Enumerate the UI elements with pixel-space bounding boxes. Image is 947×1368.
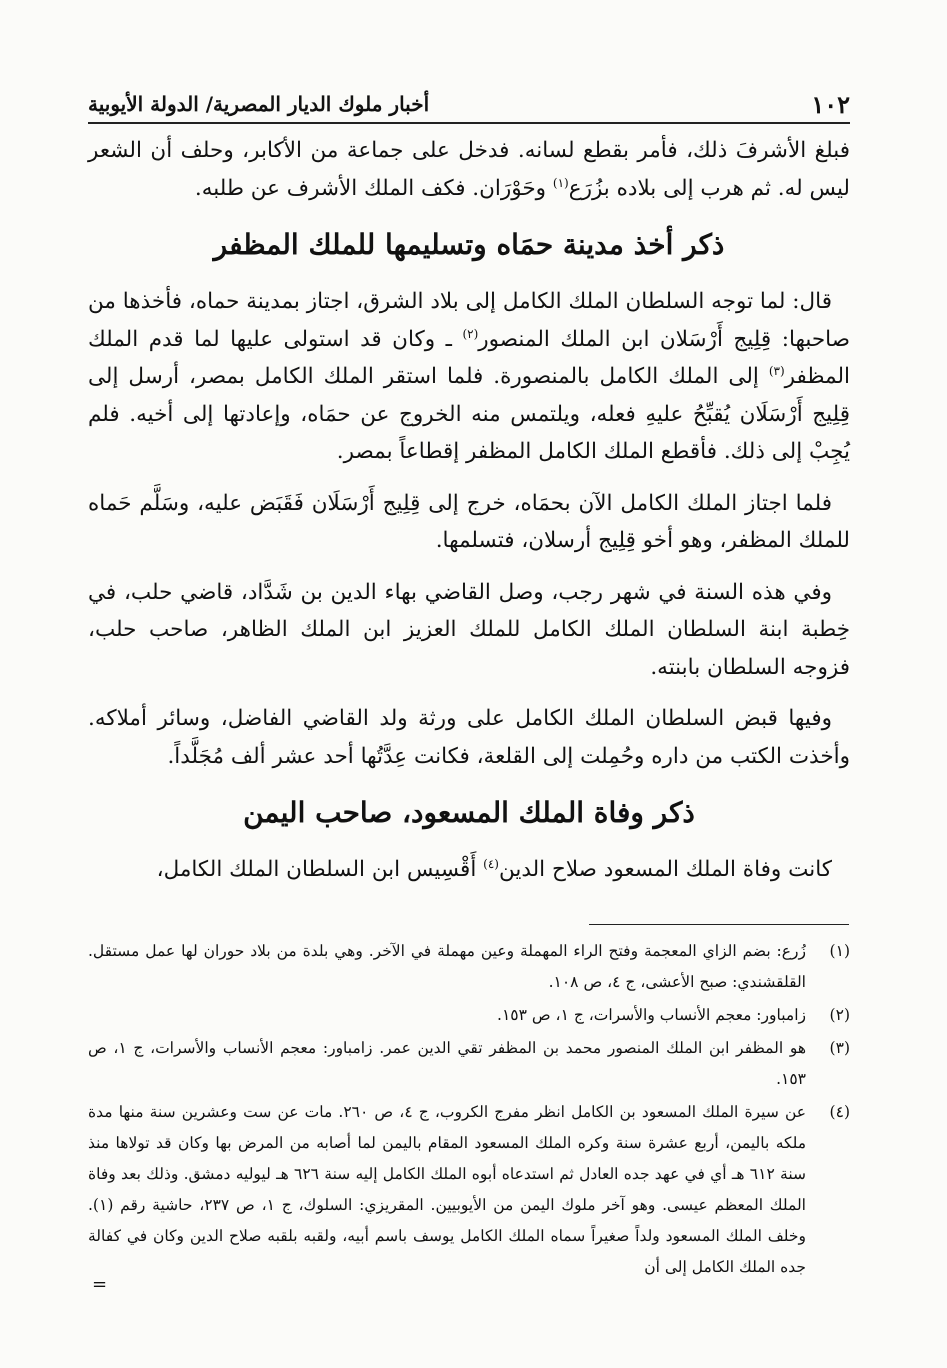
section-heading: ذكر أخذ مدينة حمَاه وتسليمها للملك المظفر [213, 228, 725, 261]
footnote-number: (١) [829, 942, 850, 960]
footnote-marker: (٣) [768, 363, 785, 378]
footnote-text: زُرع: بضم الزاي المعجمة وفتح الراء المهملة وعين مهملة في الآخر. وهي بلدة من بلاد حوران لها عمل مستقل. القلقشندي: صبح الأعشى، ج ٤، ص ١٠٨. [88, 942, 806, 991]
footnote [88, 936, 850, 998]
footnote-text: عن سيرة الملك المسعود بن الكامل انظر مفرج الكروب، ج ٤، ص ٢٦٠. مات عن ست وعشرين سنة منها مدة ملكه باليمن، أربع عشرة سنة وكره الملك المسعود المقام باليمن لما أصابه من المرض بها وكان قد تولاها منذ سنة ٦١٢ هـ أي في عهد جده العادل ثم استدعاه أبوه الملك الكامل إليه سنة ٦٢٦ هـ ليوليه دمشق. وذلك بعد وفاة الملك المعظم عيسى. وهو آخر ملوك اليمن من الأيوبيين. المقريزي: السلوك، ج ١، ص ٢٣٧، حاشية رقم (١). وخلف الملك المسعود ولداً صغيراً سماه الملك الكامل يوسف باسم أبيه، ولقبه بلقبه صلاح الدين وكان في كفالة جده الملك الكامل إلى أن [88, 1103, 807, 1276]
footnote-marker: (٤) [483, 856, 499, 871]
footnote-number: (٢) [829, 1006, 850, 1024]
footnote [88, 1000, 850, 1031]
paragraph: فلما اجتاز الملك الكامل الآن بحمَاه، خرج إلى قِلِيج أَرْسَلَان فَقَبَض عليه، وسَلَّم حَماه للملك المظفر، وهو أخو قِلِيج أرسلان، فتسلمها. [88, 490, 850, 553]
footnote-marker: (٢) [462, 326, 479, 341]
footnote [88, 1033, 850, 1095]
footnote-separator [589, 924, 849, 925]
paragraph: وفي هذه السنة في شهر رجب، وصل القاضي بهاء الدين بن شَدَّاد، قاضي حلب، في خِطبة ابنة السلطان الملك الكامل للملك العزيز ابن الملك الظاهر، صاحب حلب، فزوجه السلطان بابنته. [88, 579, 850, 680]
text-run: ـ وكان قد استولى عليها لما قدم الملك المظفر [88, 326, 850, 389]
running-title: أخبار ملوك الديار المصرية/ الدولة الأيوبية [88, 92, 430, 116]
text-run: قال: لما توجه السلطان الملك الكامل إلى بلاد الشرق، اجتاز بمدينة حماه، فأخذها من صاحبها: قِلِيج أَرْسَلان ابن الملك المنصور [88, 289, 850, 352]
section-heading: ذكر وفاة الملك المسعود، صاحب اليمن [243, 796, 695, 829]
continuation-mark: = [92, 1274, 108, 1295]
text-run: أَقْسِيس ابن السلطان الملك الكامل، [156, 857, 484, 882]
text-run: وحَوْرَان. فكف الملك الأشرف عن طلبه. [194, 175, 553, 201]
footnote-marker: (١) [552, 175, 569, 190]
footnote-number: (٣) [829, 1039, 850, 1057]
page-number: ١٠٢ [811, 90, 850, 119]
paragraph [88, 132, 850, 207]
main-text [88, 132, 850, 903]
paragraph [88, 851, 850, 889]
footnotes [88, 936, 850, 1285]
text-run: كانت وفاة الملك المسعود صلاح الدين [498, 857, 832, 882]
text-run: فبلغ الأشرفَ ذلك، فأمر بقطع لسانه. فدخل على جماعة من الأكابر، وحلف أن الشعر ليس له. ثم هرب إلى بلاده بزُرَع [88, 138, 850, 201]
footnote-text: زامباور: معجم الأنساب والأسرات، ج ١، ص ١٥٣. [497, 1006, 806, 1024]
footnote [88, 1097, 850, 1283]
text-run: إلى الملك الكامل بالمنصورة. فلما استقر الملك الكامل بمصر، أرسل إلى قِلِيج أَرْسَلَان يُقبِّحُ عليهِ فعله، ويلتمس منه الخروج عن حمَاه، وإعادتها إلى أخيه. فلم يُجِبْ إلى ذلك. فأقطع الملك الكامل المظفر إقطاعاً بمصر. [88, 364, 850, 464]
footnote-text: هو المظفر ابن الملك المنصور محمد بن المظفر تقي الدين عمر. زامباور: معجم الأنساب والأسرات، ج ١، ص ١٥٣. [88, 1039, 806, 1088]
paragraph: وفيها قبض السلطان الملك الكامل على ورثة ولد القاضي الفاضل، وسائر أملاكه. وأخذت الكتب من داره وحُمِلت إلى القلعة، فكانت عِدَّتُها أحد عشر ألف مُجَلَّداً. [88, 706, 850, 769]
footnote-number: (٤) [829, 1103, 850, 1121]
running-header [88, 86, 850, 124]
paragraph [88, 283, 850, 471]
